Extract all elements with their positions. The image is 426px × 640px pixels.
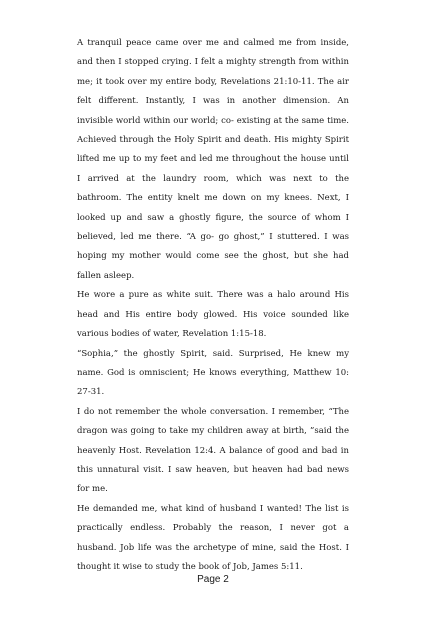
paragraph-4: I do not remember the whole conversation. I remember, “The dragon was going to take my children away at birth, ”said the heavenly Host. Revelation 12:4. A balance of good and bad in this unnatural visit. I saw heaven, but heaven had bad news for me.: [77, 406, 349, 495]
paragraph-2: He wore a pure as white suit. There was a halo around His head and His entire body glowed. His voice sounded like various bodies of water, Revelation 1:15-18.: [77, 290, 349, 340]
page-number: Page 2: [197, 574, 229, 585]
paragraph-3: “Sophia,” the ghostly Spirit, said. Surprised, He knew my name. God is omniscient; He knows everything, Matthew 10: 27-31.: [77, 348, 349, 398]
paragraph-1: A tranquil peace came over me and calmed me from inside, and then I stopped crying. I felt a mighty strength from within me; it took over my entire body, Revelations 21:10-11. The air felt different. Instantly, I was in another dimension. An invisible world within our world; co- existing at the same time. Achieved through the Holy Spirit and death. His mighty Spirit lifted me up to my feet and led me throughout the house until I arrived at the laundry room, which was next to the bathroom. The entity knelt me down on my knees. Next, I looked up and saw a ghostly figure, the source of whom I believed, led me there. “A go- go ghost,” I stuttered. I was hoping my mother would come see the ghost, but she had fallen asleep.: [77, 38, 349, 281]
paragraph-5: He demanded me, what kind of husband I wanted! The list is practically endless. Probably the reason, I never got a husband. Job life was the archetype of mine, said the Host. I thought it wise to study the book of Job, James 5:11.: [77, 503, 349, 572]
body-text: [77, 34, 349, 577]
